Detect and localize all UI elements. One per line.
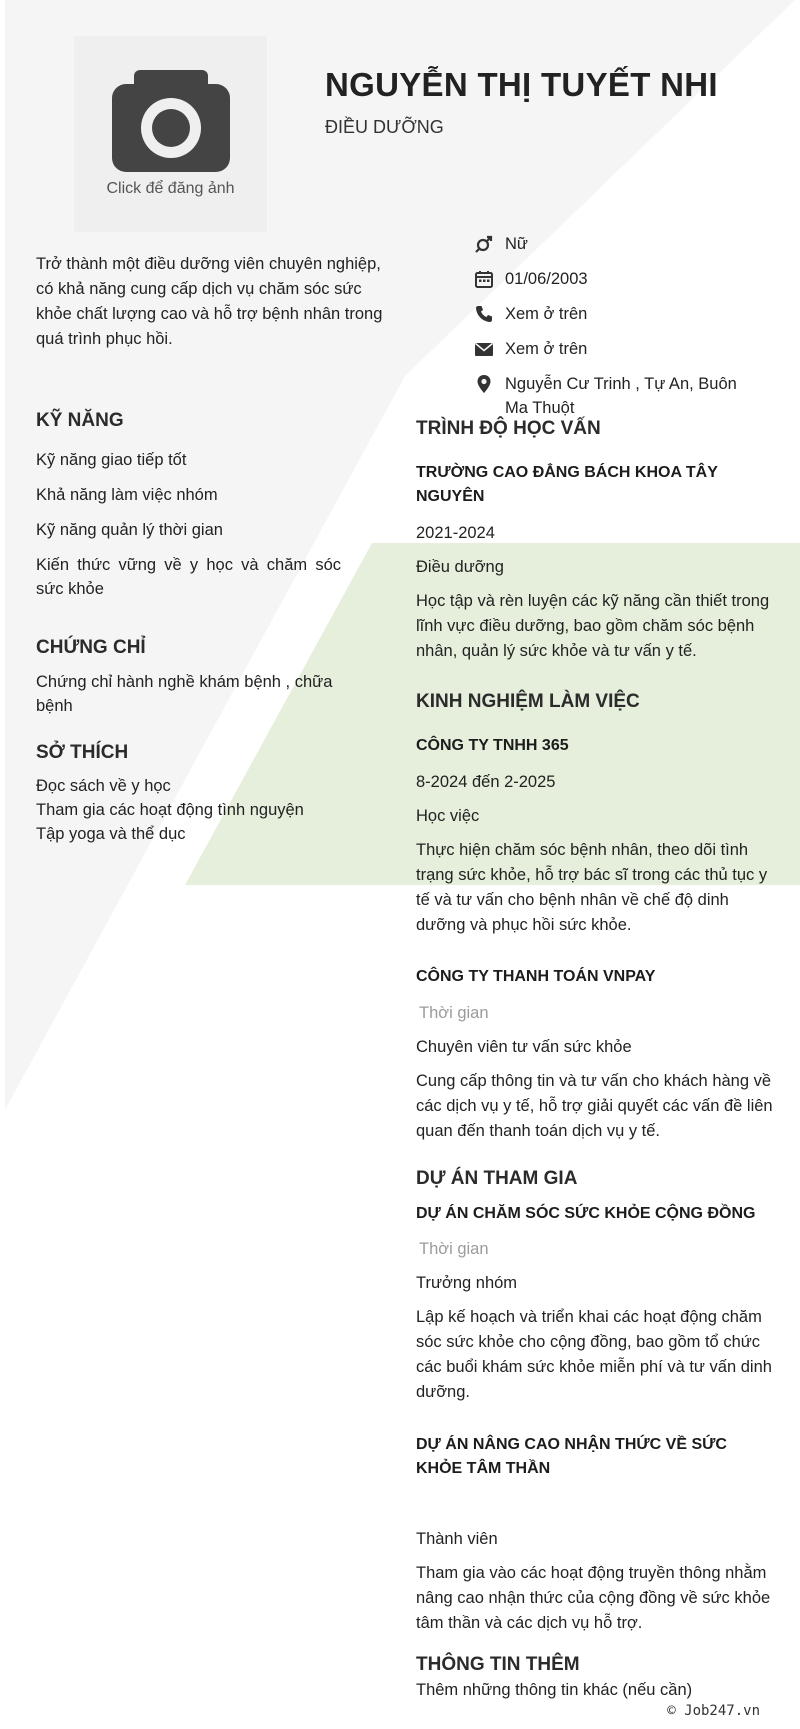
- calendar-icon: [472, 267, 496, 291]
- contact-gender: [472, 232, 762, 256]
- education-period: 2021-2024: [416, 524, 495, 542]
- left-column: [36, 410, 341, 846]
- additional-info-text: Thêm những thông tin khác (nếu cần): [416, 1681, 693, 1699]
- hobby-item: Tham gia các hoạt động tình nguyện: [36, 801, 304, 819]
- project-name: DỰ ÁN NÂNG CAO NHẬN THỨC VỀ SỨC KHỎE TÂM THẦN: [416, 1436, 727, 1477]
- candidate-name: NGUYỄN THỊ TUYẾT NHI: [325, 66, 718, 103]
- additional-info-heading: THÔNG TIN THÊM: [416, 1654, 580, 1675]
- dob-value: 01/06/2003: [505, 270, 588, 288]
- job-description: Thực hiện chăm sóc bệnh nhân, theo dõi tình trạng sức khỏe, hỗ trợ bác sĩ trong các thủ tục y tế và tư vấn cho bệnh nhân về chế độ dinh dưỡng và phục hồi sức khỏe.: [416, 841, 768, 934]
- skills-heading: KỸ NĂNG: [36, 410, 124, 431]
- job-description: Cung cấp thông tin và tư vấn cho khách hàng về các dịch vụ y tế, hỗ trợ giải quyết các vấn đề liên quan đến thanh toán dịch vụ y tế.: [416, 1072, 773, 1140]
- hobby-item: Tập yoga và thể dục: [36, 825, 186, 843]
- education-description: Học tập và rèn luyện các kỹ năng cần thiết trong lĩnh vực điều dưỡng, bao gồm chăm sóc bệnh nhân, quản lý sức khỏe và tư vấn y tế.: [416, 592, 770, 660]
- job-position: Chuyên viên tư vấn sức khỏe: [416, 1038, 632, 1056]
- education-major: Điều dưỡng: [416, 558, 504, 576]
- hobby-item: Đọc sách về y học: [36, 777, 171, 795]
- experience-heading: KINH NGHIỆM LÀM VIỆC: [416, 691, 640, 712]
- skill-item: Kỹ năng quản lý thời gian: [36, 521, 223, 539]
- education-heading: TRÌNH ĐỘ HỌC VẤN: [416, 418, 601, 439]
- skill-item: Kiến thức vững về y học và chăm sóc sức khỏe: [36, 556, 341, 598]
- career-objective: Trở thành một điều dưỡng viên chuyên nghiệp, có khả năng cung cấp dịch vụ chăm sóc sức khỏe chất lượng cao và hỗ trợ bệnh nhân trong quá trình phục hồi.: [36, 255, 383, 348]
- footer-watermark: © Job247.vn: [667, 1703, 760, 1719]
- camera-icon: [112, 70, 230, 172]
- photo-upload-label: Click để đăng ảnh: [106, 180, 235, 197]
- projects-heading: DỰ ÁN THAM GIA: [416, 1168, 578, 1189]
- mail-icon: [472, 337, 496, 361]
- photo-upload[interactable]: [74, 36, 267, 232]
- certificate-item: Chứng chỉ hành nghề khám bệnh , chữa bệnh: [36, 673, 333, 715]
- right-column: [416, 418, 776, 1703]
- project-name: DỰ ÁN CHĂM SÓC SỨC KHỎE CỘNG ĐỒNG: [416, 1205, 756, 1222]
- location-icon: [472, 372, 496, 396]
- phone-value: Xem ở trên: [505, 305, 588, 323]
- job-position: Học việc: [416, 807, 480, 825]
- phone-icon: [472, 302, 496, 326]
- contact-phone: [472, 302, 762, 326]
- address-value: Nguyễn Cư Trinh , Tự An, Buôn Ma Thuột: [505, 375, 737, 417]
- contact-address: [472, 372, 762, 420]
- contact-dob: [472, 267, 762, 291]
- project-period: Thời gian: [419, 1240, 489, 1258]
- contact-info: [472, 232, 762, 431]
- job-period: Thời gian: [419, 1004, 489, 1022]
- school-name: TRƯỜNG CAO ĐẲNG BÁCH KHOA TÂY NGUYÊN: [416, 464, 718, 505]
- certificates-heading: CHỨNG CHỈ: [36, 637, 146, 658]
- project-description: Lập kế hoạch và triển khai các hoạt động chăm sóc sức khỏe cho cộng đồng, bao gồm tổ chức các buổi khám sức khỏe miễn phí và tư vấn dinh dưỡng.: [416, 1308, 772, 1401]
- project-description: Tham gia vào các hoạt động truyền thông nhằm nâng cao nhận thức của cộng đồng về sức khỏe tâm thần và các dịch vụ hỗ trợ.: [416, 1564, 771, 1632]
- job-company: CÔNG TY THANH TOÁN VNPAY: [416, 968, 656, 985]
- job-period: 8-2024 đến 2-2025: [416, 773, 556, 791]
- gender-value: Nữ: [505, 235, 528, 253]
- contact-email: [472, 337, 762, 361]
- gender-icon: [472, 232, 496, 256]
- job-company: CÔNG TY TNHH 365: [416, 737, 569, 754]
- project-role: Trưởng nhóm: [416, 1274, 518, 1292]
- skill-item: Khả năng làm việc nhóm: [36, 486, 218, 504]
- project-role: Thành viên: [416, 1530, 498, 1548]
- job-title: ĐIỀU DƯỠNG: [325, 117, 444, 137]
- email-value: Xem ở trên: [505, 340, 588, 358]
- hobbies-heading: SỞ THÍCH: [36, 742, 129, 763]
- skill-item: Kỹ năng giao tiếp tốt: [36, 451, 187, 469]
